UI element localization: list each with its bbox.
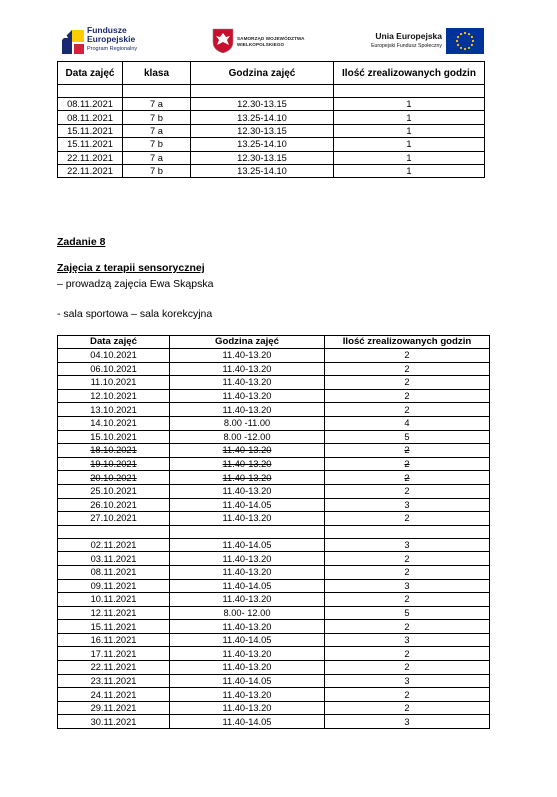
activity-title: Zajęcia z terapii sensorycznej	[57, 262, 205, 274]
table-cell: 2	[325, 389, 490, 403]
table-cell: 12.30-13.15	[191, 124, 334, 137]
table-row	[58, 349, 490, 363]
table-cell: 11.40-14.05	[170, 674, 325, 688]
table-cell: 1	[334, 124, 485, 137]
table-cell: 23.11.2021	[58, 674, 170, 688]
table-cell: 13.10.2021	[58, 403, 170, 417]
column-header: klasa	[123, 62, 191, 85]
table-cell: 2	[325, 471, 490, 485]
table-cell: 1	[334, 164, 485, 177]
table-cell: 12.30-13.15	[191, 151, 334, 164]
table-cell: 11.40-13.20	[170, 389, 325, 403]
table-cell: 02.11.2021	[58, 538, 170, 552]
table-cell: 11.40-13.20	[170, 661, 325, 675]
table-cell: 14.10.2021	[58, 416, 170, 430]
table-cell: 10.11.2021	[58, 593, 170, 607]
table-row	[58, 85, 485, 98]
table-row	[58, 444, 490, 458]
table-row	[58, 565, 490, 579]
table-cell: 11.40-13.20	[170, 565, 325, 579]
table-row	[58, 151, 485, 164]
table-cell: 12.30-13.15	[191, 98, 334, 111]
table-cell: 7 b	[123, 138, 191, 151]
table-cell: 2	[325, 376, 490, 390]
table-row	[58, 512, 490, 526]
table-row	[58, 593, 490, 607]
table-row	[58, 416, 490, 430]
table-row	[58, 552, 490, 566]
fe-star-icon	[62, 26, 84, 56]
table-row	[58, 457, 490, 471]
table-cell: 11.40-13.20	[170, 444, 325, 458]
table-cell: 7 a	[123, 151, 191, 164]
table-cell: 1	[334, 98, 485, 111]
table-row	[58, 661, 490, 675]
table-row	[58, 701, 490, 715]
table-cell: 7 b	[123, 111, 191, 124]
table-cell: 5	[325, 430, 490, 444]
table-cell: 11.40-14.05	[170, 538, 325, 552]
table-cell: 8.00 -12.00	[170, 430, 325, 444]
table-row	[58, 674, 490, 688]
table-cell: 5	[325, 606, 490, 620]
table-cell: 8.00- 12.00	[170, 606, 325, 620]
table-cell: 04.10.2021	[58, 349, 170, 363]
table-cell: 7 b	[123, 164, 191, 177]
table-cell: 22.11.2021	[58, 164, 123, 177]
sw-line1: SAMORZĄD WOJEWÓDZTWA	[237, 36, 305, 41]
table-cell: 15.11.2021	[58, 138, 123, 151]
eu-flag-icon	[446, 28, 484, 54]
table-cell: 27.10.2021	[58, 512, 170, 526]
table-cell: 30.11.2021	[58, 715, 170, 729]
table-cell: 3	[325, 715, 490, 729]
table-cell: 09.11.2021	[58, 579, 170, 593]
table-cell: 11.40-13.20	[170, 349, 325, 363]
samorzad-logo	[212, 28, 322, 58]
table-cell: 2	[325, 552, 490, 566]
table-cell: 15.10.2021	[58, 430, 170, 444]
table-cell: 2	[325, 484, 490, 498]
table-row	[58, 471, 490, 485]
table-row	[58, 538, 490, 552]
table-row	[58, 620, 490, 634]
table-row	[58, 633, 490, 647]
table-row	[58, 164, 485, 177]
column-header: Data zajęć	[58, 336, 170, 349]
table-cell: 3	[325, 538, 490, 552]
table-cell	[58, 525, 170, 538]
table-cell: 20.10.2021	[58, 471, 170, 485]
table-cell	[325, 525, 490, 538]
column-header: Ilość zrealizowanych godzin	[325, 336, 490, 349]
table-row	[58, 430, 490, 444]
table-cell: 11.40-14.05	[170, 579, 325, 593]
table-cell: 2	[325, 620, 490, 634]
table-header-row	[58, 336, 490, 349]
table-cell: 12.10.2021	[58, 389, 170, 403]
unia-europejska-logo	[356, 28, 486, 58]
table-cell: 2	[325, 403, 490, 417]
fe-line2: Europejskie	[87, 34, 136, 44]
instructor-line: – prowadzą zajęcia Ewa Skąpska	[57, 278, 214, 290]
table-cell: 06.10.2021	[58, 362, 170, 376]
table-cell: 11.40-13.20	[170, 552, 325, 566]
table-cell: 11.40-14.05	[170, 633, 325, 647]
table-row	[58, 376, 490, 390]
table-cell: 2	[325, 457, 490, 471]
table-row	[58, 124, 485, 137]
rooms-line: - sala sportowa – sala korekcyjna	[57, 308, 213, 320]
table-cell: 3	[325, 674, 490, 688]
class-schedule-table	[57, 61, 485, 178]
table-row	[58, 579, 490, 593]
table-cell	[170, 525, 325, 538]
table-row	[58, 606, 490, 620]
table-cell: 2	[325, 349, 490, 363]
table-cell: 12.11.2021	[58, 606, 170, 620]
table-cell: 11.40-13.20	[170, 512, 325, 526]
table-cell: 15.11.2021	[58, 124, 123, 137]
table-cell: 11.40-13.20	[170, 593, 325, 607]
table-cell: 03.11.2021	[58, 552, 170, 566]
eagle-shield-icon	[212, 28, 234, 54]
table-cell: 11.40-13.20	[170, 701, 325, 715]
table-row	[58, 403, 490, 417]
sensory-therapy-table	[57, 335, 490, 729]
table-cell: 2	[325, 661, 490, 675]
table-cell: 11.40-13.20	[170, 484, 325, 498]
table-cell: 7 a	[123, 98, 191, 111]
table-cell: 11.40-13.20	[170, 457, 325, 471]
table-cell: 13.25-14.10	[191, 111, 334, 124]
column-header: Godzina zajęć	[170, 336, 325, 349]
table-cell: 2	[325, 444, 490, 458]
table-cell: 22.11.2021	[58, 151, 123, 164]
table-cell: 26.10.2021	[58, 498, 170, 512]
table-cell: 2	[325, 593, 490, 607]
table-cell: 2	[325, 512, 490, 526]
table-cell: 2	[325, 362, 490, 376]
table-cell: 11.40-13.20	[170, 362, 325, 376]
table-row	[58, 525, 490, 538]
table-cell: 18.10.2021	[58, 444, 170, 458]
table-cell: 7 a	[123, 124, 191, 137]
table-cell: 25.10.2021	[58, 484, 170, 498]
table-row	[58, 688, 490, 702]
table-cell: 11.40-13.20	[170, 376, 325, 390]
table-cell: 29.11.2021	[58, 701, 170, 715]
table-row	[58, 484, 490, 498]
table-row	[58, 362, 490, 376]
table-cell: 11.10.2021	[58, 376, 170, 390]
table-row	[58, 715, 490, 729]
table-cell: 22.11.2021	[58, 661, 170, 675]
table-row	[58, 389, 490, 403]
table-cell: 8.00 -11.00	[170, 416, 325, 430]
table-cell: 16.11.2021	[58, 633, 170, 647]
column-header: Ilość zrealizowanych godzin	[334, 62, 485, 85]
table-cell: 3	[325, 498, 490, 512]
table-cell: 3	[325, 579, 490, 593]
table-cell: 1	[334, 111, 485, 124]
table-cell: 11.40-13.20	[170, 647, 325, 661]
table-cell: 2	[325, 701, 490, 715]
table-cell: 11.40-14.05	[170, 498, 325, 512]
table-cell: 3	[325, 633, 490, 647]
fe-line3: Program Regionalny	[87, 46, 138, 52]
table-cell: 08.11.2021	[58, 565, 170, 579]
table-cell: 11.40-14.05	[170, 715, 325, 729]
table-row	[58, 98, 485, 111]
table-cell: 24.11.2021	[58, 688, 170, 702]
sw-line2: WIELKOPOLSKIEGO	[237, 42, 285, 47]
table-cell: 15.11.2021	[58, 620, 170, 634]
table-cell: 4	[325, 416, 490, 430]
task-title: Zadanie 8	[57, 236, 106, 248]
column-header: Godzina zajęć	[191, 62, 334, 85]
table-row	[58, 138, 485, 151]
table-row	[58, 498, 490, 512]
table-row	[58, 111, 485, 124]
table-cell: 11.40-13.20	[170, 403, 325, 417]
table-cell: 1	[334, 151, 485, 164]
fundusze-europejskie-logo	[62, 26, 182, 60]
table-cell: 1	[334, 138, 485, 151]
eu-line2: Europejski Fundusz Społeczny	[371, 43, 442, 49]
fe-line1: Fundusze	[87, 25, 127, 35]
column-header: Data zajęć	[58, 62, 123, 85]
eu-line1: Unia Europejska	[375, 31, 442, 41]
table-cell: 2	[325, 688, 490, 702]
table-cell: 13.25-14.10	[191, 138, 334, 151]
table-cell: 11.40-13.20	[170, 688, 325, 702]
table-cell: 13.25-14.10	[191, 164, 334, 177]
table-cell: 11.40-13.20	[170, 471, 325, 485]
table-cell: 2	[325, 565, 490, 579]
table-cell: 08.11.2021	[58, 111, 123, 124]
table-header-row	[58, 62, 485, 85]
table-cell: 17.11.2021	[58, 647, 170, 661]
table-cell: 19.10.2021	[58, 457, 170, 471]
table-row	[58, 647, 490, 661]
table-cell: 2	[325, 647, 490, 661]
table-cell: 08.11.2021	[58, 98, 123, 111]
table-cell: 11.40-13.20	[170, 620, 325, 634]
